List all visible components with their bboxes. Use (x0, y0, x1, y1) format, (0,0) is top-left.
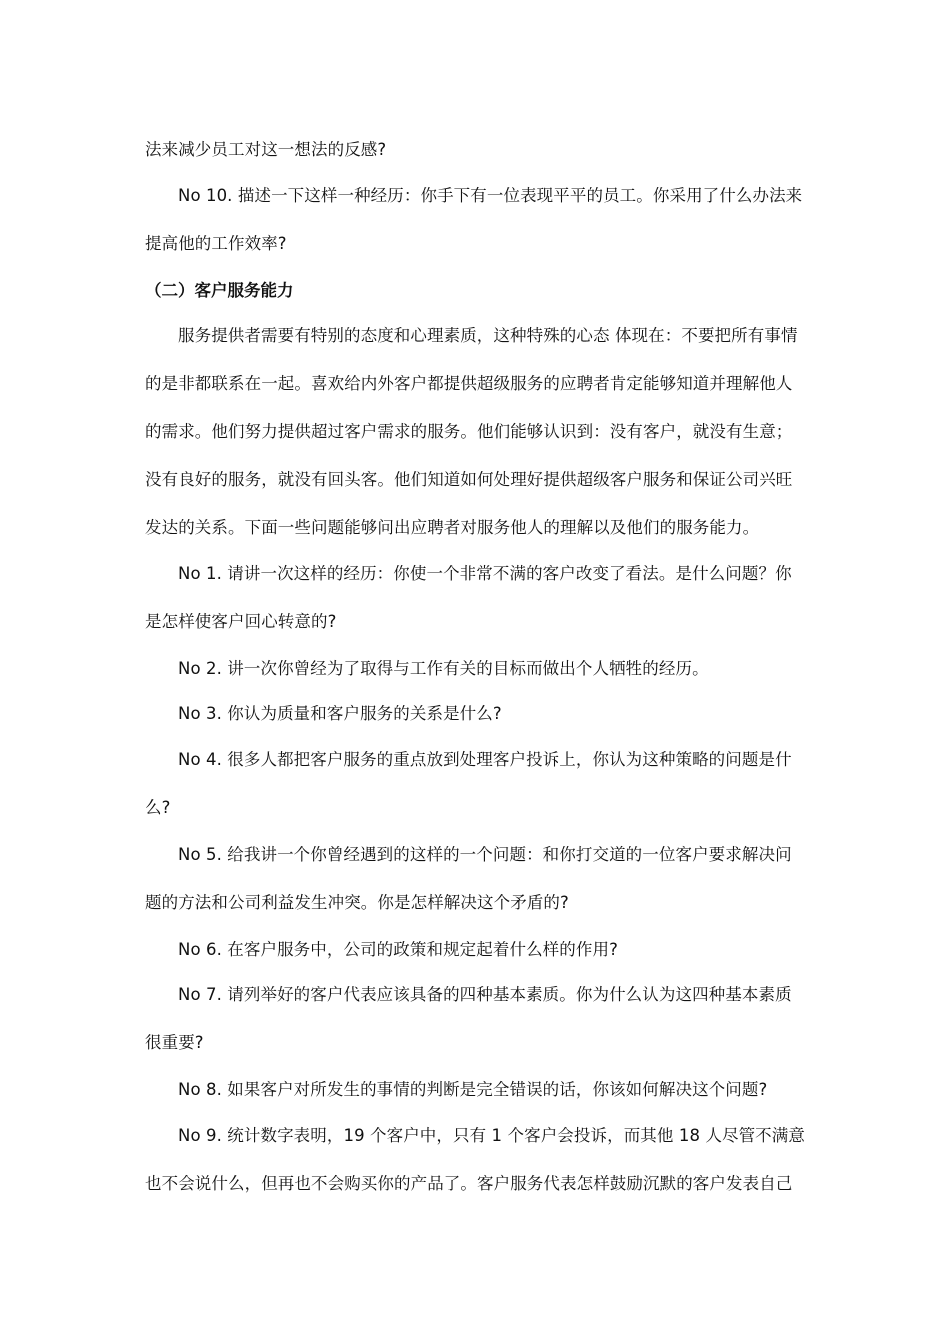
question-no10: No 10. 描述一下这样一种经历：你手下有一位表现平平的员工。你采用了什么办法来 (178, 186, 803, 205)
question-no2: No 2. 讲一次你曾经为了取得与工作有关的目标而做出个人牺牲的经历。 (178, 659, 709, 678)
question-no4-cont: 么? (145, 798, 171, 817)
paragraph-line-5: 发达的关系。下面一些问题能够问出应聘者对服务他人的理解以及他们的服务能力。 (145, 518, 760, 537)
question-no9-cont: 也不会说什么，但再也不会购买你的产品了。客户服务代表怎样鼓励沉默的客户发表自己 (145, 1174, 793, 1193)
question-no6: No 6. 在客户服务中，公司的政策和规定起着什么样的作用? (178, 940, 618, 959)
question-no1-cont: 是怎样使客户回心转意的? (145, 612, 337, 631)
question-no3: No 3. 你认为质量和客户服务的关系是什么? (178, 704, 502, 723)
question-no7: No 7. 请列举好的客户代表应该具备的四种基本素质。你为什么认为这四种基本素质 (178, 985, 792, 1004)
question-no5-cont: 题的方法和公司利益发生冲突。你是怎样解决这个矛盾的? (145, 893, 569, 912)
paragraph-line-2: 的是非都联系在一起。喜欢给内外客户都提供超级服务的应聘者肯定能够知道并理解他人 (145, 374, 793, 393)
section-heading: （二）客户服务能力 (145, 281, 294, 300)
question-no8: No 8. 如果客户对所发生的事情的判断是完全错误的话，你该如何解决这个问题? (178, 1080, 768, 1099)
paragraph-line-4: 没有良好的服务，就没有回头客。他们知道如何处理好提供超级客户服务和保证公司兴旺 (145, 470, 793, 489)
question-no7-cont: 很重要? (145, 1033, 204, 1052)
question-no4: No 4. 很多人都把客户服务的重点放到处理客户投诉上，你认为这种策略的问题是什 (178, 750, 792, 769)
question-no5: No 5. 给我讲一个你曾经遇到的这样的一个问题：和你打交道的一位客户要求解决问 (178, 845, 792, 864)
question-no1: No 1. 请讲一次这样的经历：你使一个非常不满的客户改变了看法。是什么问题？你 (178, 564, 792, 583)
paragraph-line-3: 的需求。他们努力提供超过客户需求的服务。他们能够认识到：没有客户，就没有生意； (145, 422, 793, 441)
question-no9: No 9. 统计数字表明，19 个客户中，只有 1 个客户会投诉，而其他 18 人尽管不满意 (178, 1126, 805, 1145)
paragraph-line-1: 服务提供者需要有特别的态度和心理素质，这种特殊的心态 体现在：不要把所有事情 (178, 326, 798, 345)
text-line-3: 提高他的工作效率? (145, 234, 287, 253)
text-line-1: 法来减少员工对这一想法的反感? (145, 140, 387, 159)
